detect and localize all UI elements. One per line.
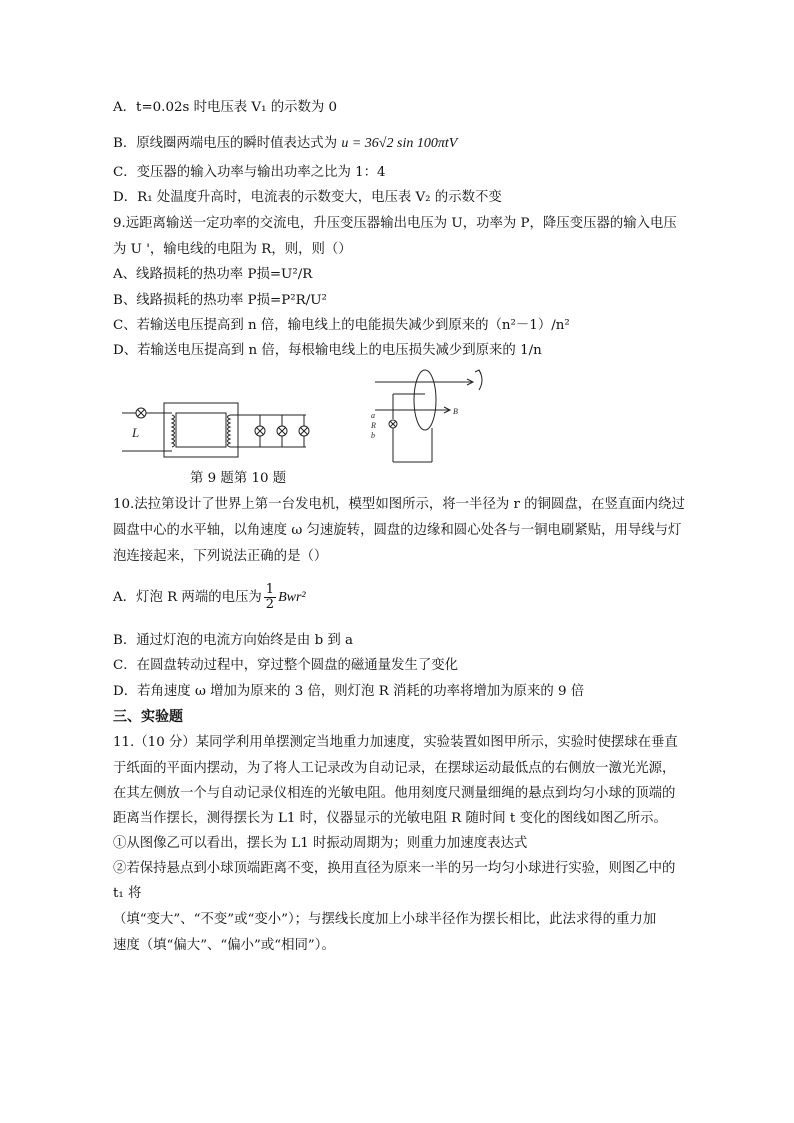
- q9-stem-line1: 9.远距离输送一定功率的交流电，升压变压器输出电压为 U，功率为 P，降压变压器的输入电压: [113, 216, 677, 231]
- q11-line4: 距离当作摆长，测得摆长为 L1 时，仪器显示的光敏电阻 R 随时间 t 变化的图线如图乙所示。: [113, 811, 667, 826]
- q8-option-a: A．t=0.02s 时电压表 V₁ 的示数为 0: [113, 100, 338, 115]
- q10-option-b: B．通过灯泡的电流方向始终是由 b 到 a: [113, 633, 354, 648]
- figure-label-r: R: [371, 421, 376, 430]
- fraction-numerator: 1: [265, 582, 275, 597]
- q9-option-c: C、若输送电压提高到 n 倍，输电线上的电能损失减少到原来的（n²－1）/n²: [113, 318, 570, 333]
- q11-line3: 在其左侧放一个与自动记录仪相连的光敏电阻。他用刻度尺测量细绳的悬点到均匀小球的顶端的: [113, 786, 676, 801]
- q10-option-d: D．若角速度 ω 增加为原来的 3 倍，则灯泡 R 消耗的功率将增加为原来的 9 倍: [113, 684, 585, 699]
- q8-option-c: C．变压器的输入功率与输出功率之比为 1：4: [113, 165, 386, 180]
- q9-stem-line2: 为 U '，输电线的电阻为 R，则，则（）: [113, 242, 352, 257]
- figure-label-big-b: B: [453, 407, 458, 416]
- q8-option-d: D．R₁ 处温度升高时，电流表的示数变大，电压表 V₂ 的示数不变: [113, 190, 502, 205]
- q10-option-a: [113, 582, 306, 614]
- q8-option-b: [113, 135, 457, 153]
- q9-option-d: D、若输送电压提高到 n 倍，每根输电线上的电压损失减少到原来的 1/n: [113, 343, 542, 358]
- q10-option-c: C．在圆盘转动过程中，穿过整个圆盘的磁通量发生了变化: [113, 658, 459, 673]
- figure-label-l: L: [132, 425, 140, 440]
- figure-label-b: b: [371, 431, 375, 440]
- q10-option-a-fraction: [264, 583, 276, 612]
- q8-option-b-formula: u = 36√2 sin 100πtV: [341, 136, 458, 151]
- q10-option-a-formula: Bwr²: [278, 590, 306, 605]
- q8-option-b-text: B．原线圈两端电压的瞬时值表达式为: [113, 136, 338, 151]
- q10-stem-line3: 泡连接起来，下列说法正确的是（）: [113, 549, 328, 564]
- fraction-denominator: 2: [265, 597, 275, 612]
- q11-line8: （填“变大”、“不变”或“变小”）；与摆线长度加上小球半径作为摆长相比，此法求得的重力加: [113, 912, 657, 927]
- q11-line6: ②若保持悬点到小球顶端距离不变，换用直径为原来一半的另一均匀小球进行实验，则图乙中的: [113, 861, 676, 876]
- q9-option-b: B、线路损耗的热功率 P损=P²R/U²: [113, 293, 327, 308]
- figure-label-a: a: [371, 411, 375, 420]
- figure-faraday-disc: [365, 368, 500, 468]
- section-heading: 三、实验题: [113, 709, 183, 725]
- q11-line2: 于纸面的平面内摆动，为了将人工记录改为自动记录，在摆球运动最低点的右侧放一激光光源，: [113, 761, 676, 776]
- figure-caption: 第 9 题第 10 题: [190, 471, 287, 486]
- figure-transformer-circuit: [118, 395, 318, 465]
- q11-line1: 11.（10 分）某同学利用单摆测定当地重力加速度，实验装置如图甲所示，实验时使摆球在垂直: [113, 735, 678, 750]
- q10-option-a-text: A．灯泡 R 两端的电压为: [113, 590, 262, 605]
- q10-stem-line2: 圆盘中心的水平轴，以角速度 ω 匀速旋转，圆盘的边缘和圆心处各与一铜电刷紧贴，用导线与灯: [113, 523, 682, 538]
- q11-line9: 速度（填“偏大”、“偏小”或“相同”）。: [113, 938, 335, 953]
- q9-option-a: A、线路损耗的热功率 P损=U²/R: [113, 267, 313, 282]
- q11-line5: ①从图像乙可以看出，摆长为 L1 时振动周期为；则重力加速度表达式: [113, 836, 528, 851]
- q10-stem-line1: 10.法拉第设计了世界上第一台发电机，模型如图所示，将一半径为 r 的铜圆盘，在竖直面内绕过: [113, 497, 685, 512]
- q11-line7: t₁ 将: [113, 886, 142, 901]
